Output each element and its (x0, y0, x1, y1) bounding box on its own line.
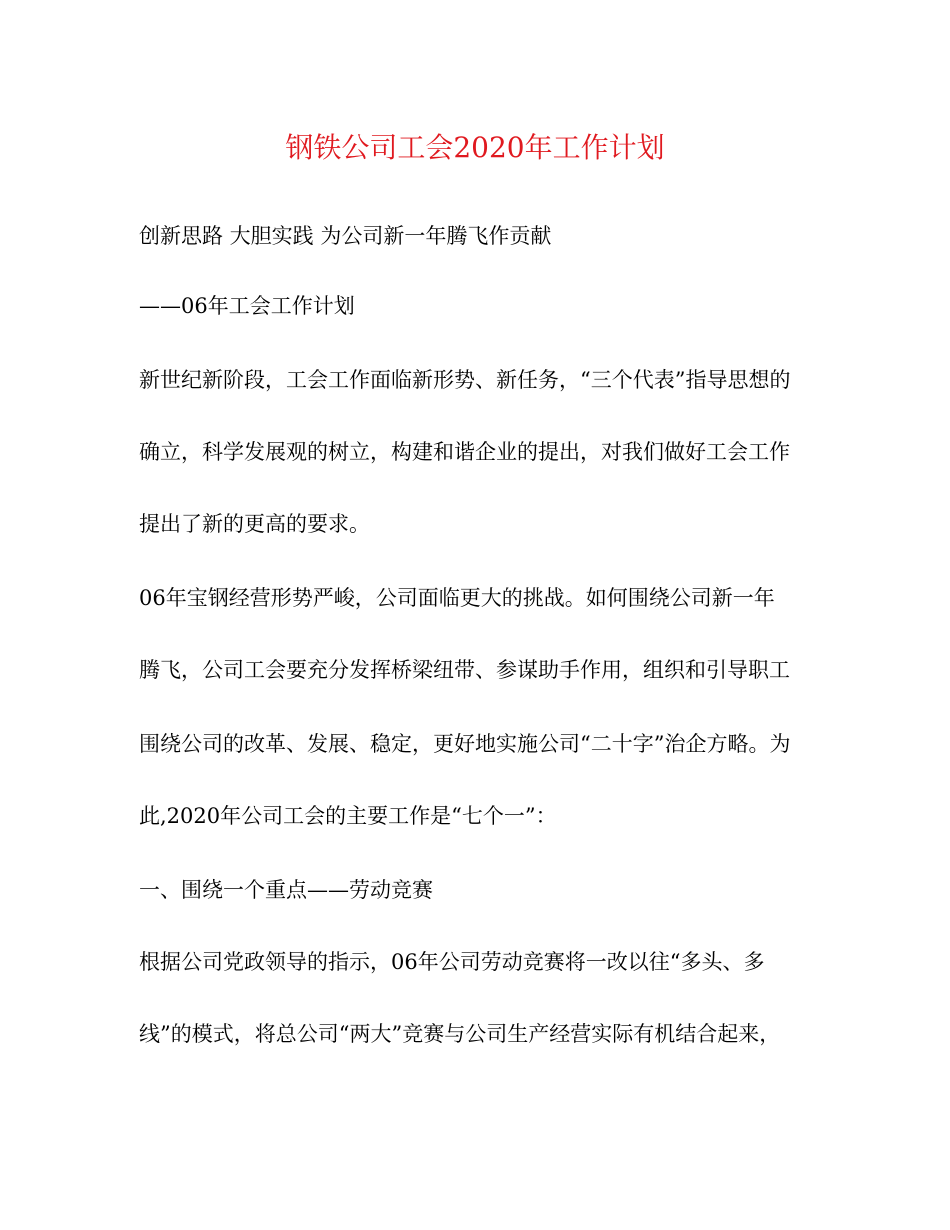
paragraph-line: 此,2020年公司工会的主要工作是“七个一”： (139, 804, 557, 828)
section-heading: 一、围绕一个重点——劳动竞赛 (139, 878, 433, 902)
paragraph-line: 新世纪新阶段，工会工作面临新形势、新任务，“三个代表”指导思想的 (139, 368, 791, 392)
paragraph-line: 确立，科学发展观的树立，构建和谐企业的提出，对我们做好工会工作 (139, 440, 790, 464)
paragraph-line: 线”的模式，将总公司“两大”竞赛与公司生产经营实际有机结合起来， (139, 1022, 781, 1046)
paragraph-line: 围绕公司的改革、发展、稳定，更好地实施公司“二十字”治企方略。为 (139, 732, 791, 756)
paragraph-line: 提出了新的更高的要求。 (139, 512, 370, 536)
paragraph-line: 06年宝钢经营形势严峻，公司面临更大的挑战。如何围绕公司新一年 (139, 586, 775, 610)
subtitle-plan-line: ——06年工会工作计划 (139, 294, 355, 318)
subtitle-line: 创新思路 大胆实践 为公司新一年腾飞作贡献 (139, 224, 552, 248)
paragraph-line: 根据公司党政领导的指示，06年公司劳动竞赛将一改以往“多头、多 (139, 950, 765, 974)
document-title: 钢铁公司工会2020年工作计划 (285, 131, 665, 164)
paragraph-line: 腾飞，公司工会要充分发挥桥梁纽带、参谋助手作用，组织和引导职工 (139, 658, 790, 682)
